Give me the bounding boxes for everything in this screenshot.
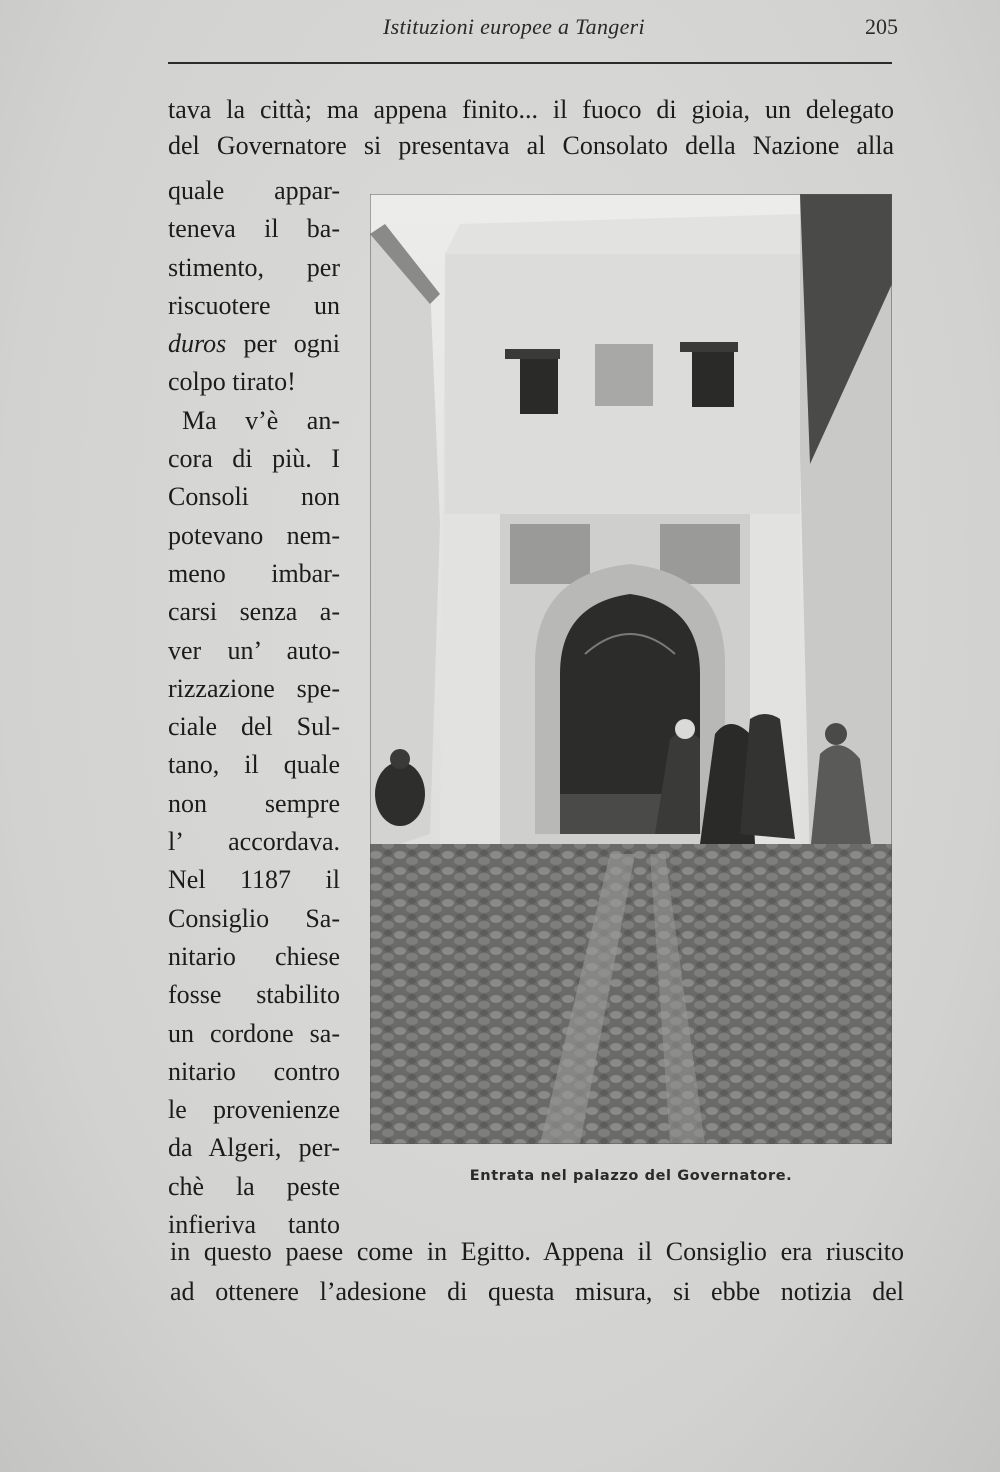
text-line: riscuotere un [168, 290, 340, 320]
text-line: Ma v’è an- [182, 405, 340, 435]
running-title: Istituzioni europee a Tangeri [383, 14, 645, 39]
text-line: le provenienze [168, 1095, 340, 1125]
text-line: tano, il quale [168, 750, 340, 780]
text-line: rizzazione spe- [168, 673, 340, 703]
text-line: ver un’ auto- [168, 635, 340, 665]
text-fragment: per ogni [243, 329, 341, 359]
text-line: cora di più. I [168, 444, 340, 474]
text-line: un cordone sa- [168, 1018, 340, 1048]
text-line: Consiglio Sa- [168, 903, 340, 933]
text-line: potevano nem- [168, 520, 340, 550]
text-line: nitario chiese [168, 941, 340, 971]
text-line: carsi senza a- [168, 597, 340, 627]
text-line: da Algeri, per- [168, 1133, 340, 1163]
photograph-governor-palace-entrance [370, 194, 892, 1144]
text-line: tava la città; ma appena finito... il fuoco di gioia, un delegato [168, 95, 894, 124]
text-line: ciale del Sul- [168, 712, 340, 742]
narrow-text-column [168, 172, 340, 1244]
italic-word: duros [168, 329, 227, 359]
text-line: stimento, per [168, 252, 340, 282]
photo-illustration [370, 194, 892, 1144]
text-line: non sempre [168, 788, 340, 818]
text-line: nitario contro [168, 1056, 340, 1086]
text-line: Consoli non [168, 482, 340, 512]
text-line: l’ accordava. [168, 827, 340, 857]
figure-caption: Entrata nel palazzo del Governatore. [469, 1168, 793, 1184]
text-line: quale appar- [168, 176, 340, 205]
text-line: ad ottenere l’adesione di questa misura, si ebbe notizia del [170, 1277, 904, 1306]
header-rule [168, 62, 892, 64]
page-number: 205 [865, 14, 898, 39]
text-line: infieriva tanto [168, 1210, 340, 1240]
page-header [168, 14, 898, 48]
text-line: chè la peste [168, 1171, 340, 1201]
text-line: fosse stabilito [168, 980, 340, 1010]
text-line: Nel 1187 il [168, 865, 340, 895]
text-line: in questo paese come in Egitto. Appena il Consiglio era riuscito [170, 1237, 904, 1266]
text-line: meno imbar- [168, 558, 340, 588]
text-line: del Governatore si presentava al Consolato della Nazione alla [168, 131, 894, 160]
text-line: colpo tirato! [168, 367, 296, 397]
text-line-with-italic [168, 325, 340, 363]
text-line: teneva il ba- [168, 214, 340, 244]
